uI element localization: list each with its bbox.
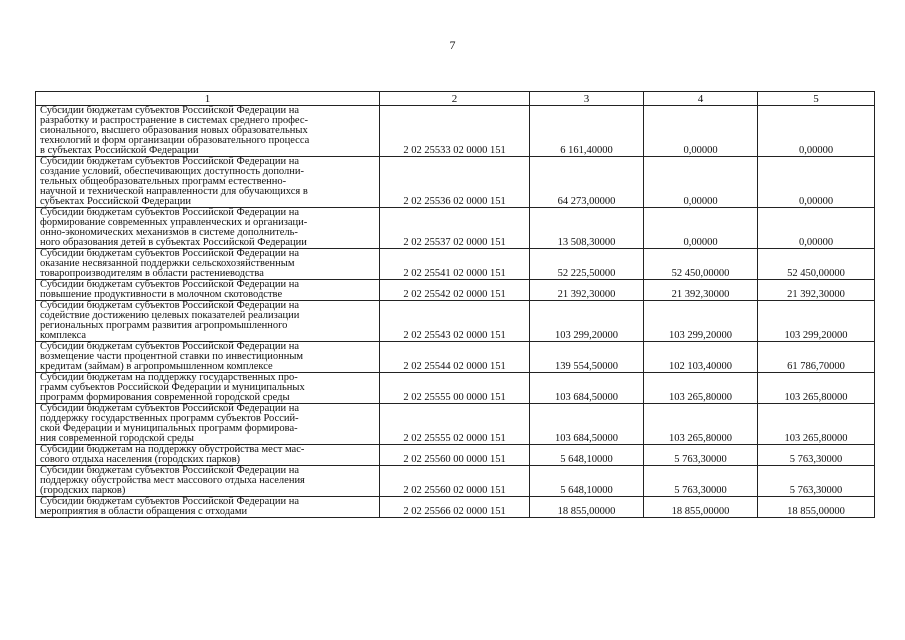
table-row (36, 249, 875, 280)
table-row (36, 497, 875, 518)
row-value-col5: 18 855,00000 (758, 497, 875, 518)
row-name: Субсидии бюджетам субъектов Российской Федерации на оказание несвязанной поддержки сельскохозяйственным товаропроизводителям в области растениеводства (36, 249, 380, 280)
row-value-col4: 103 265,80000 (644, 373, 758, 404)
row-value-col3: 18 855,00000 (530, 497, 644, 518)
row-value-col4: 21 392,30000 (644, 280, 758, 301)
table-row (36, 157, 875, 208)
table-row (36, 445, 875, 466)
row-value-col4: 18 855,00000 (644, 497, 758, 518)
row-value-col3: 103 684,50000 (530, 404, 644, 445)
row-code: 2 02 25555 00 0000 151 (380, 373, 530, 404)
row-name: Субсидии бюджетам субъектов Российской Федерации на создание условий, обеспечивающих доступность дополни- тельных общеобразовательных программ естественно- научной и технической направленности для обучающихся в субъектах Российской Федерации (36, 157, 380, 208)
row-value-col5: 5 763,30000 (758, 466, 875, 497)
row-value-col4: 52 450,00000 (644, 249, 758, 280)
row-value-col5: 103 299,20000 (758, 301, 875, 342)
row-value-col3: 64 273,00000 (530, 157, 644, 208)
column-header-2: 2 (380, 92, 530, 106)
budget-table (35, 91, 875, 518)
table-row (36, 404, 875, 445)
row-value-col4: 102 103,40000 (644, 342, 758, 373)
row-value-col3: 6 161,40000 (530, 106, 644, 157)
row-value-col4: 0,00000 (644, 106, 758, 157)
row-value-col3: 52 225,50000 (530, 249, 644, 280)
row-value-col5: 0,00000 (758, 208, 875, 249)
row-value-col5: 103 265,80000 (758, 404, 875, 445)
table-row (36, 466, 875, 497)
row-value-col4: 5 763,30000 (644, 445, 758, 466)
row-code: 2 02 25566 02 0000 151 (380, 497, 530, 518)
row-name: Субсидии бюджетам субъектов Российской Федерации на поддержку государственных программ субъектов Россий- ской Федерации и муниципальных программ формирова- ния современной городской среды (36, 404, 380, 445)
table-row (36, 342, 875, 373)
row-value-col3: 103 299,20000 (530, 301, 644, 342)
row-code: 2 02 25544 02 0000 151 (380, 342, 530, 373)
row-value-col5: 21 392,30000 (758, 280, 875, 301)
row-name: Субсидии бюджетам на поддержку государственных про- грамм субъектов Российской Федерации и муниципальных программ формирования современной городской среды (36, 373, 380, 404)
table-row (36, 373, 875, 404)
row-code: 2 02 25542 02 0000 151 (380, 280, 530, 301)
row-value-col5: 5 763,30000 (758, 445, 875, 466)
table-row (36, 280, 875, 301)
row-name: Субсидии бюджетам субъектов Российской Федерации на возмещение части процентной ставки по инвестиционным кредитам (займам) в агропромышленном комплексе (36, 342, 380, 373)
row-value-col5: 61 786,70000 (758, 342, 875, 373)
row-name: Субсидии бюджетам субъектов Российской Федерации на поддержку обустройства мест массового отдыха населения (городских парков) (36, 466, 380, 497)
row-code: 2 02 25560 02 0000 151 (380, 466, 530, 497)
row-code: 2 02 25537 02 0000 151 (380, 208, 530, 249)
row-value-col3: 13 508,30000 (530, 208, 644, 249)
column-header-4: 4 (644, 92, 758, 106)
row-name: Субсидии бюджетам субъектов Российской Федерации на разработку и распространение в системах среднего профес- сионального, высшего образования новых образовательных технологий и форм организации образовательного процесса в субъектах Российской Федерации (36, 106, 380, 157)
row-code: 2 02 25560 00 0000 151 (380, 445, 530, 466)
row-name: Субсидии бюджетам субъектов Российской Федерации на мероприятия в области обращения с отходами (36, 497, 380, 518)
row-code: 2 02 25541 02 0000 151 (380, 249, 530, 280)
row-value-col3: 21 392,30000 (530, 280, 644, 301)
row-name: Субсидии бюджетам субъектов Российской Федерации на содействие достижению целевых показателей реализации региональных программ развития агропромышленного комплекса (36, 301, 380, 342)
row-code: 2 02 25555 02 0000 151 (380, 404, 530, 445)
page-number: 7 (449, 38, 456, 52)
row-value-col4: 103 299,20000 (644, 301, 758, 342)
table-row (36, 106, 875, 157)
row-value-col3: 103 684,50000 (530, 373, 644, 404)
table-row (36, 301, 875, 342)
row-value-col3: 139 554,50000 (530, 342, 644, 373)
row-code: 2 02 25533 02 0000 151 (380, 106, 530, 157)
row-name: Субсидии бюджетам субъектов Российской Федерации на повышение продуктивности в молочном скотоводстве (36, 280, 380, 301)
row-value-col5: 0,00000 (758, 106, 875, 157)
table-row (36, 208, 875, 249)
column-header-1: 1 (36, 92, 380, 106)
column-header-5: 5 (758, 92, 875, 106)
row-name: Субсидии бюджетам на поддержку обустройства мест мас- сового отдыха населения (городских парков) (36, 445, 380, 466)
row-value-col3: 5 648,10000 (530, 445, 644, 466)
row-value-col4: 0,00000 (644, 157, 758, 208)
row-code: 2 02 25543 02 0000 151 (380, 301, 530, 342)
row-value-col5: 0,00000 (758, 157, 875, 208)
row-value-col3: 5 648,10000 (530, 466, 644, 497)
row-value-col5: 52 450,00000 (758, 249, 875, 280)
row-value-col4: 103 265,80000 (644, 404, 758, 445)
column-header-3: 3 (530, 92, 644, 106)
row-value-col4: 0,00000 (644, 208, 758, 249)
header-row (36, 92, 875, 106)
row-value-col5: 103 265,80000 (758, 373, 875, 404)
row-code: 2 02 25536 02 0000 151 (380, 157, 530, 208)
row-value-col4: 5 763,30000 (644, 466, 758, 497)
row-name: Субсидии бюджетам субъектов Российской Федерации на формирование современных управленческих и организаци- онно-экономических механизмов в системе дополнитель- ного образования детей в субъектах Российской Федерации (36, 208, 380, 249)
